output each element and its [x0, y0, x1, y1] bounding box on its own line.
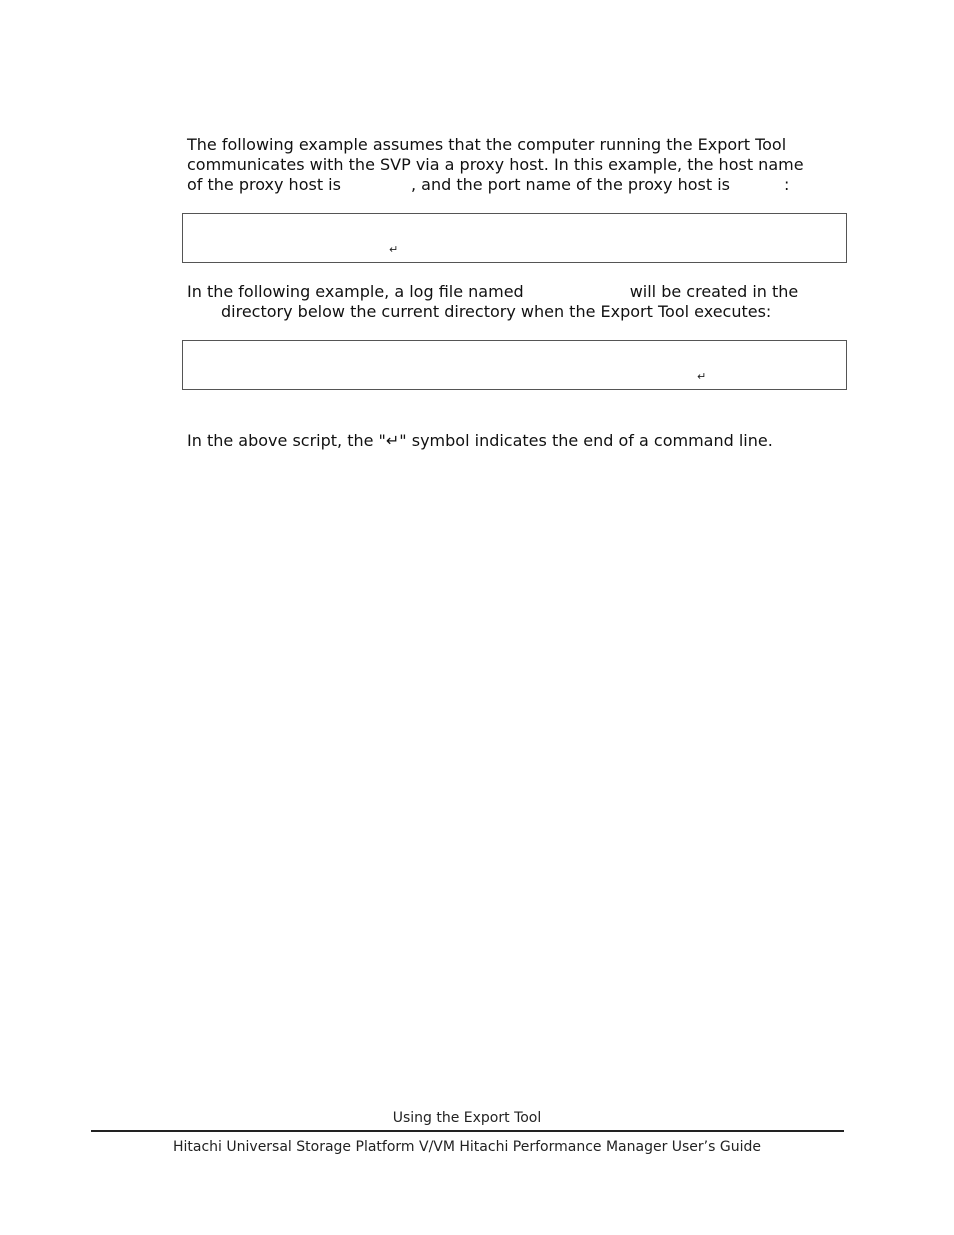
log-line-1 [187, 282, 847, 302]
return-symbol-note [187, 431, 847, 451]
code-example-log-file [182, 340, 847, 390]
intro-line-3-part-c: : [783, 175, 790, 194]
log-file-paragraph [187, 282, 847, 322]
note-text: In the above script, the "↵" symbol indicates the end of a command line. [187, 431, 773, 450]
log-line-2: directory below the current directory when the Export Tool executes: [221, 302, 772, 321]
footer-chapter-title: Using the Export Tool [392, 1110, 542, 1126]
intro-line-3-part-a: of the proxy host is [187, 175, 341, 194]
intro-line-3 [187, 175, 847, 195]
intro-line-1: The following example assumes that the computer running the Export Tool [187, 135, 787, 154]
footer-book-title: Hitachi Universal Storage Platform V/VM Hitachi Performance Manager User’s Guide [173, 1139, 761, 1155]
footer-divider [91, 1130, 844, 1132]
intro-line-2: communicates with the SVP via a proxy host. In this example, the host name [187, 155, 804, 174]
return-symbol-icon: ↵ [389, 243, 399, 256]
code-example-proxy [182, 213, 847, 263]
log-line-1-part-a: In the following example, a log file named [187, 282, 524, 301]
intro-paragraph-proxy-host [187, 135, 847, 195]
return-symbol-icon: ↵ [697, 370, 707, 383]
log-line-1-part-b: will be created in the [629, 282, 799, 301]
intro-line-3-part-b: , and the port name of the proxy host is [410, 175, 730, 194]
